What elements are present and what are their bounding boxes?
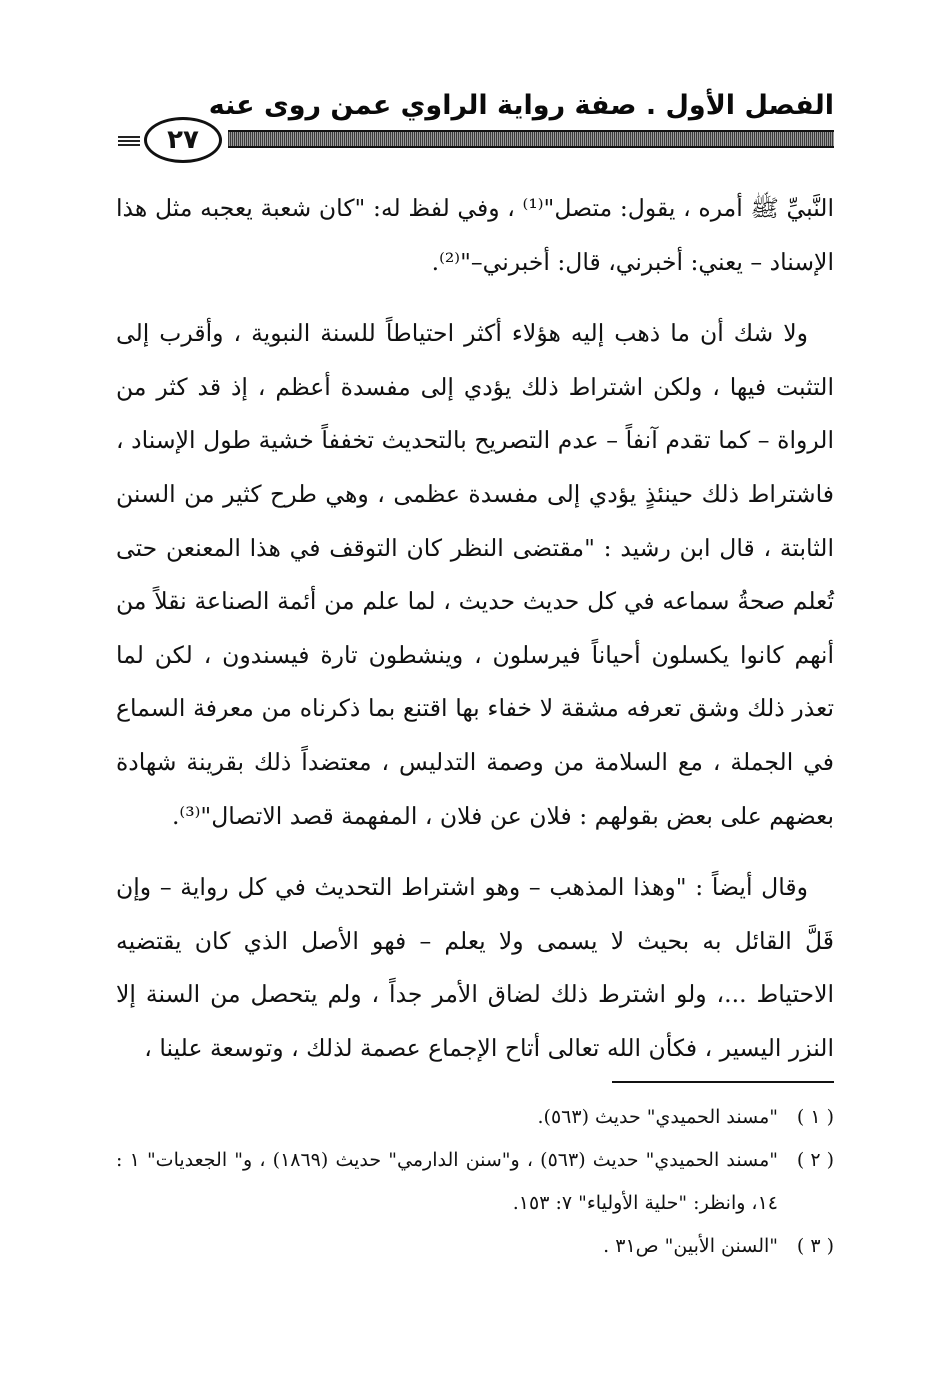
header-rule	[228, 130, 834, 148]
main-text	[116, 182, 834, 1076]
footnote-text: "مسند الحميدي" حديث (٥٦٣).	[537, 1106, 778, 1128]
footnote-number: ( ٢ )	[796, 1149, 834, 1171]
footnote	[116, 1139, 834, 1225]
footnote-number: ( ٣ )	[796, 1235, 834, 1257]
footnote	[116, 1096, 834, 1139]
paragraph: وقال أيضاً : "وهذا المذهب – وهو اشتراط التحديث في كل رواية – وإن قَلَّ القائل به بحيث لا يسمى ولا يعلم – فهو الأصل الذي كان يقتضيه الاحتياط ...، ولو اشترط ذلك لضاق الأمر جداً ، ولم يتحصل من السنة إلا النزر اليسير ، فكأن الله تعالى أتاح الإجماع عصمة لذلك ، وتوسعة علينا ،	[116, 873, 834, 1062]
footnote-number: ( ١ )	[796, 1106, 834, 1128]
paragraph: ولا شك أن ما ذهب إليه هؤلاء أكثر احتياطاً للسنة النبوية ، وأقرب إلى التثبت فيها ، ولكن اشتراط ذلك يؤدي إلى مفسدة أعظم ، إذ قد كثر من الرواة – كما تقدم آنفاً – عدم التصريح بالتحديث تخففاً خشية طول الإسناد ، فاشتراط ذلك حينئذٍ يؤدي إلى مفسدة عظمى ، وهي طرح كثير من السنن الثابتة ، قال ابن رشيد : "مقتضى النظر كان التوقف في هذا المعنعن حتى تُعلم صحةُ سماعه في كل حديث حديث ، لما علم من أئمة الصناعة نقلاً من أنهم كانوا يكسلون أحياناً فيرسلون ، وينشطون تارة فيسندون ، لكن لما تعذر ذلك وشق تعرفه مشقة لا خفاء بها اقتنع بما ذكرناه من معرفة السماع في الجملة ، مع السلامة من وصمة التدليس ، معتضداً ذلك بقرينة شهادة بعضهم على بعض بقولهم : فلان عن فلان ، المفهمة قصد الاتصال"⁽³⁾.	[116, 319, 834, 830]
paragraph: النَّبيِّ ﷺ أمره ، يقول: متصل"⁽¹⁾ ، وفي لفظ له: "كان شعبة يعجبه مثل هذا الإسناد – يعني: أخبرني، قال: أخبرني–"⁽²⁾.	[116, 194, 834, 276]
footnotes	[116, 1096, 834, 1268]
footnote-text: "السنن الأبين" ص٣١ .	[603, 1235, 778, 1257]
footnote-text: "مسند الحميدي" حديث (٥٦٣) ، و"سنن الدارمي" حديث (١٨٦٩) ، و" الجعديات" ١ : ١٤، وانظر: "حلية الأولياء" ٧: ١٥٣.	[116, 1149, 778, 1214]
header-rule-short	[118, 134, 140, 146]
footnote	[116, 1225, 834, 1268]
footnote-separator	[612, 1081, 834, 1083]
running-header-title: الفصل الأول . صفة رواية الراوي عمن روى عنه	[208, 90, 834, 121]
page-number-badge: ٢٧	[144, 117, 222, 163]
